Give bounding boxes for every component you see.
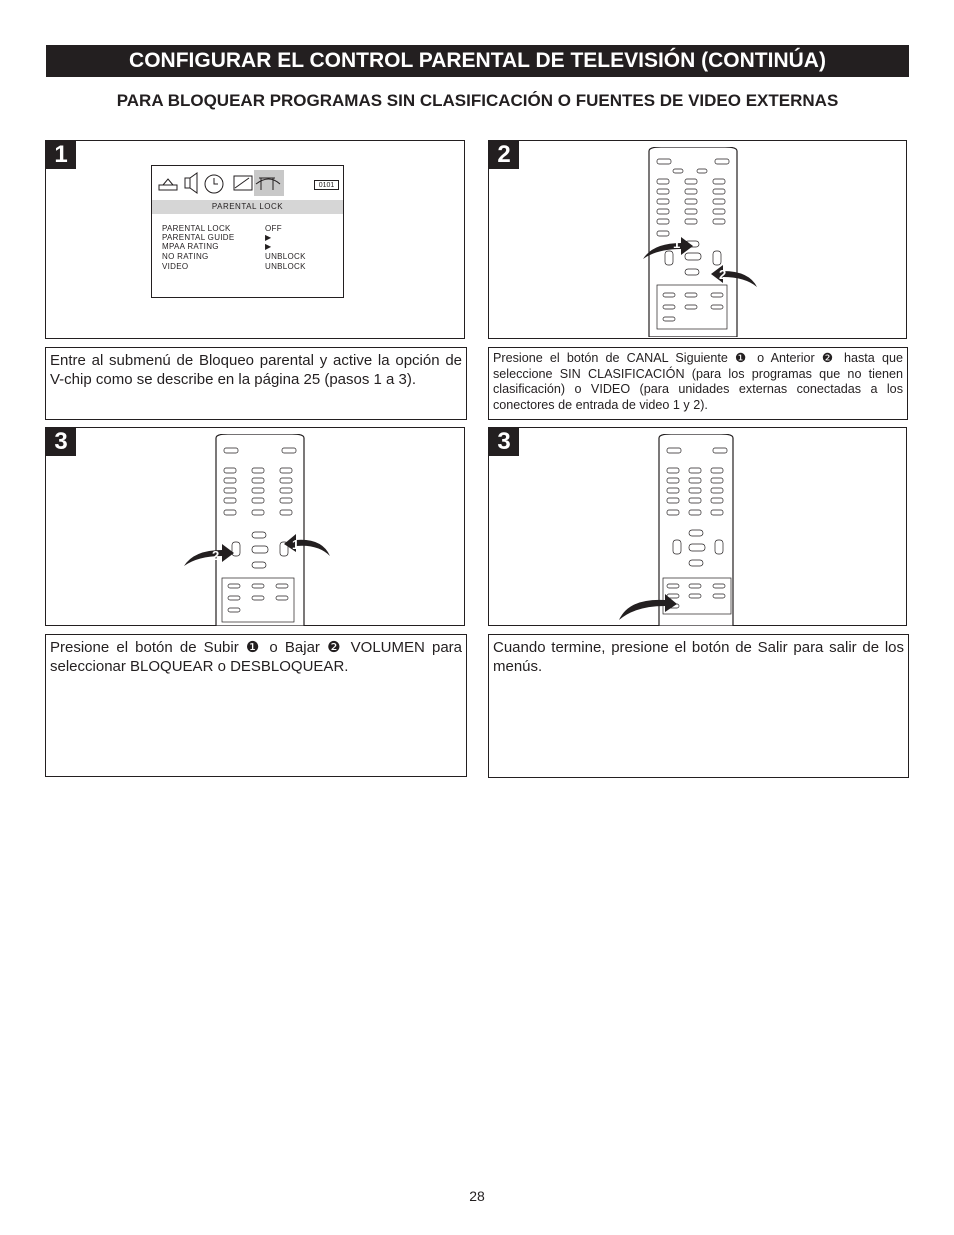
callout-label-2: 2	[212, 548, 220, 563]
menu-row	[162, 252, 337, 262]
callout-label-1: 1	[673, 236, 681, 251]
picture-icon	[159, 179, 177, 190]
step-2-instructions: Presione el botón de CANAL Siguiente ❶ o Anterior ❷ hasta que seleccione SIN CLASIFICACIÓN (para los programas que no tienen clasificación) o VIDEO (para unidades externas conectadas a los conectores de entrada de video 1 y 2).	[488, 347, 908, 420]
step-1-panel	[45, 140, 465, 339]
menu-row-value: UNBLOCK	[265, 252, 306, 261]
page-number: 28	[469, 1188, 485, 1204]
step-3-volume-instructions: Presione el botón de Subir ❶ o Bajar ❷ VOLUMEN para seleccionar BLOQUEAR o DESBLOQUEAR.	[45, 634, 467, 777]
tv-icon	[234, 176, 252, 190]
remote-control-illustration	[639, 147, 769, 337]
menu-row	[162, 262, 337, 272]
menu-row-label: MPAA RATING	[162, 242, 219, 251]
step-3-exit-instructions: Cuando termine, presione el botón de Salir para salir de los menús.	[488, 634, 909, 778]
speaker-icon	[185, 173, 197, 193]
step-3-panel-volume	[45, 427, 465, 626]
step-1-badge: 1	[46, 141, 76, 169]
parental-lock-menu	[151, 165, 344, 298]
channel-readout: 0101	[314, 180, 339, 190]
menu-row-value: ▶	[265, 242, 272, 251]
page-title: CONFIGURAR EL CONTROL PARENTAL DE TELEVISIÓN (CONTINÚA)	[46, 45, 909, 77]
remote-control-illustration	[615, 434, 745, 626]
menu-row-value: OFF	[265, 224, 282, 233]
callout-label-1: 1	[292, 537, 300, 552]
menu-band-title: PARENTAL LOCK	[152, 200, 343, 214]
step-3-badge: 3	[46, 428, 76, 456]
step-2-panel	[488, 140, 907, 339]
menu-row-label: PARENTAL LOCK	[162, 224, 231, 233]
menu-row	[162, 242, 337, 252]
remote-control-illustration	[176, 434, 346, 626]
step-2-badge: 2	[489, 141, 519, 169]
section-subtitle: PARA BLOQUEAR PROGRAMAS SIN CLASIFICACIÓN O FUENTES DE VIDEO EXTERNAS	[116, 91, 839, 110]
callout-label-2: 2	[719, 267, 727, 282]
step-1-instructions: Entre al submenú de Bloqueo parental y active la opción de V-chip como se describe en la página 25 (pasos 1 a 3).	[45, 347, 467, 420]
step-3-panel-exit	[488, 427, 907, 626]
menu-row-label: NO RATING	[162, 252, 209, 261]
menu-row-value: ▶	[265, 233, 272, 242]
step-3-exit-badge: 3	[489, 428, 519, 456]
menu-row-label: VIDEO	[162, 262, 189, 271]
menu-row-value: UNBLOCK	[265, 262, 306, 271]
menu-row-label: PARENTAL GUIDE	[162, 233, 235, 242]
